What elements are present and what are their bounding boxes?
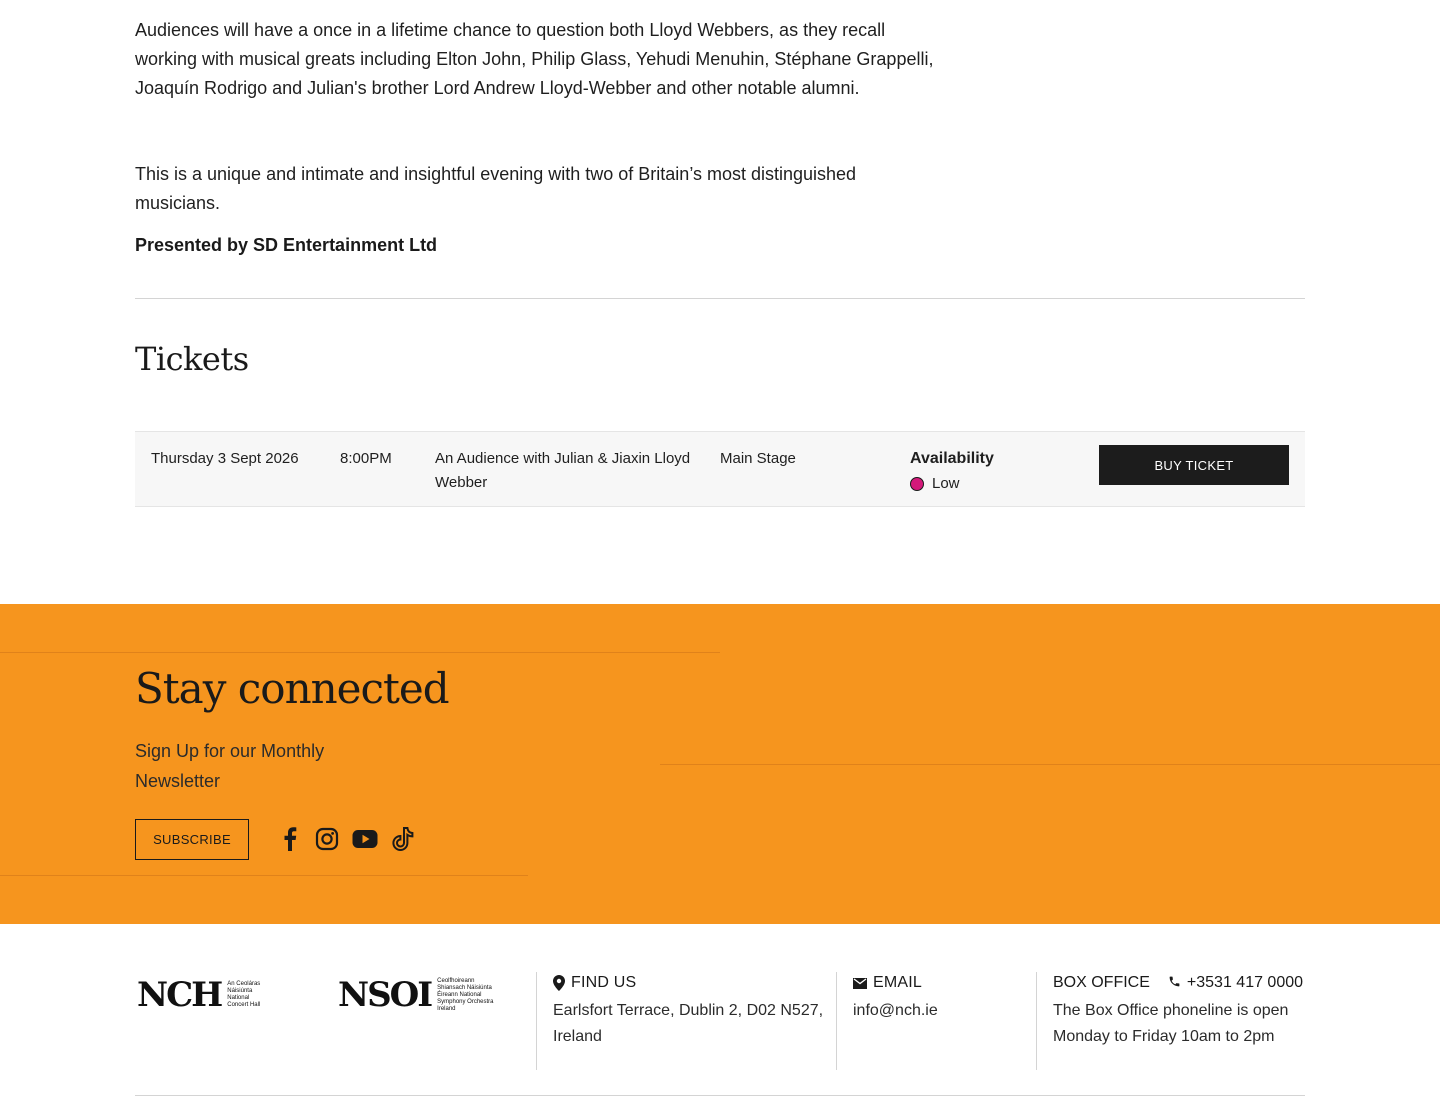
availability-level xyxy=(910,472,994,496)
availability-dot-icon xyxy=(910,477,924,491)
instagram-icon[interactable] xyxy=(314,826,340,852)
decorative-line xyxy=(0,652,720,653)
facebook-icon[interactable] xyxy=(277,826,303,852)
subscribe-button[interactable]: SUBSCRIBE xyxy=(135,819,249,860)
buy-ticket-button[interactable]: BUY TICKET xyxy=(1099,445,1289,485)
newsletter-heading: Stay connected xyxy=(135,664,449,713)
decorative-line xyxy=(660,764,1440,765)
location-pin-icon xyxy=(553,975,565,991)
ticket-time: 8:00PM xyxy=(340,450,392,467)
find-us-column xyxy=(536,972,836,1070)
ticket-row xyxy=(135,431,1305,507)
box-office-heading: BOX OFFICE xyxy=(1053,974,1150,991)
description-paragraph: This is a unique and intimate and insightful evening with two of Britain’s most distinguished musicians. xyxy=(135,164,857,213)
email-link[interactable]: info@nch.ie xyxy=(853,1002,938,1019)
box-office-column xyxy=(1036,972,1306,1070)
mail-icon xyxy=(853,978,867,989)
youtube-icon[interactable] xyxy=(352,826,378,852)
presented-by: Presented by SD Entertainment Ltd xyxy=(135,235,438,255)
nch-logo[interactable] xyxy=(137,974,267,1016)
availability-value: Low xyxy=(932,475,960,492)
email-heading: EMAIL xyxy=(873,974,923,991)
decorative-line xyxy=(0,875,528,876)
ticket-availability xyxy=(910,447,994,496)
availability-label: Availability xyxy=(910,450,994,467)
nch-logo-mark: NCH xyxy=(137,975,222,1015)
tickets-heading: Tickets xyxy=(135,340,249,378)
ticket-event-title: An Audience with Julian & Jiaxin Lloyd Webber xyxy=(435,450,691,491)
nch-logo-text: An Ceoláras Náisiúnta National Concert Hall xyxy=(227,981,261,1008)
nsoi-logo-mark: NSOI xyxy=(338,975,432,1015)
divider xyxy=(135,298,1305,299)
email-column xyxy=(836,972,1036,1070)
newsletter-subtext: Sign Up for our Monthly Newsletter xyxy=(135,741,325,791)
phone-icon xyxy=(1168,975,1181,988)
box-office-hours: The Box Office phoneline is open Monday to Friday 10am to 2pm xyxy=(1053,1002,1289,1045)
nsoi-logo-text: Ceolfhoireann Shiansach Náisiúnta Éireann National Symphony Orchestra Ireland xyxy=(437,977,494,1012)
ticket-date: Thursday 3 Sept 2026 xyxy=(151,450,299,467)
phone-link[interactable]: +3531 417 0000 xyxy=(1186,974,1304,991)
newsletter-section xyxy=(0,604,1440,924)
site-footer xyxy=(0,924,1440,1100)
footer-divider xyxy=(135,1095,1305,1096)
address-text: Earlsfort Terrace, Dublin 2, D02 N527, Ireland xyxy=(553,1002,824,1045)
tiktok-icon[interactable] xyxy=(390,826,416,852)
description-paragraph: Audiences will have a once in a lifetime chance to question both Lloyd Webbers, as they recall working with musical greats including Elton John, Philip Glass, Yehudi Menuhin, Stéphane Grappelli, Joaquín Rodrigo and Julian's brother Lord Andrew Lloyd-Webber and other notable alumni. xyxy=(135,20,934,98)
nsoi-logo[interactable] xyxy=(338,974,503,1016)
find-us-heading: FIND US xyxy=(571,974,637,991)
ticket-venue: Main Stage xyxy=(720,450,796,467)
